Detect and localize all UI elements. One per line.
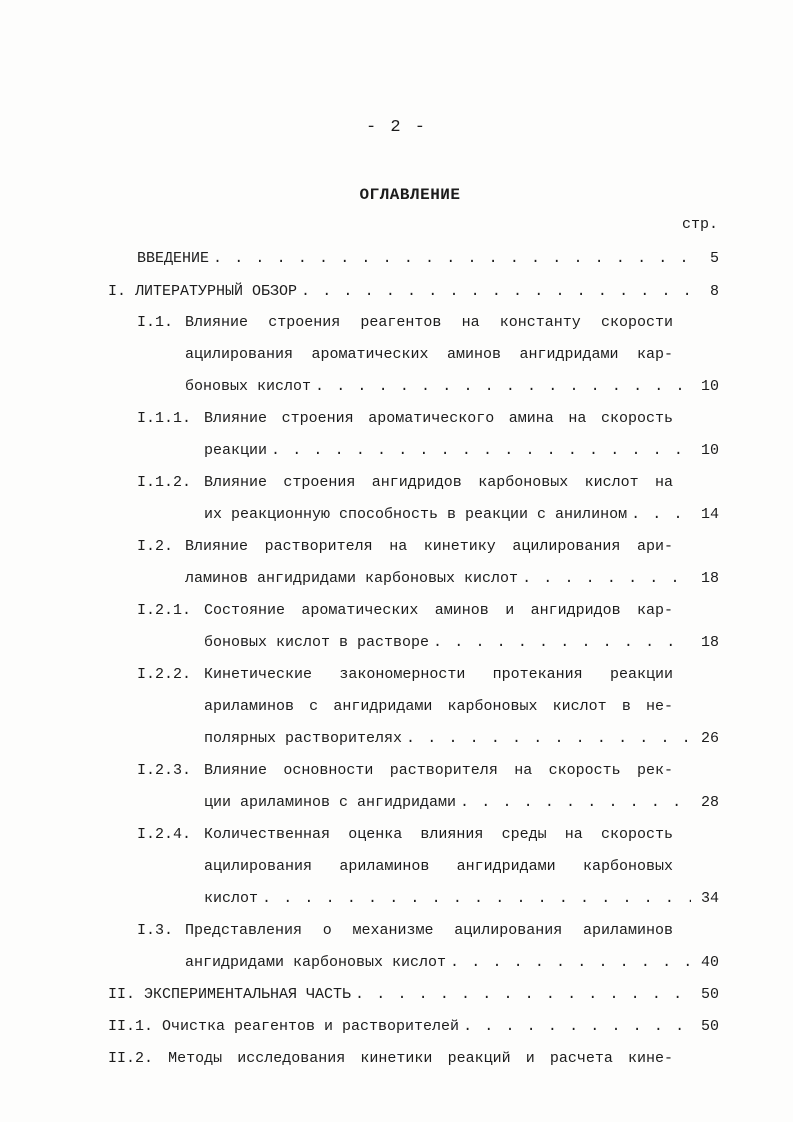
toc-entry-line: Состояние ароматических аминов и ангидридов кар-: [204, 602, 673, 619]
toc-entry-section-1-3: [185, 949, 719, 977]
toc-entry-section-2-1: [108, 1013, 719, 1041]
toc-leader-dots: [433, 629, 691, 657]
toc-leader-dots: [355, 981, 691, 1009]
toc-leader-dots: [315, 373, 691, 401]
toc-entry-number: I.2.3.: [137, 762, 192, 779]
toc-entry-page: 34: [700, 890, 719, 907]
toc-entry-section-1-1: [185, 373, 719, 401]
toc-leader-dots: [460, 789, 691, 817]
toc-entry-line: Представления о механизме ацилирования ариламинов: [185, 922, 673, 939]
toc-entry-page: 8: [709, 283, 719, 300]
toc-entry-page: 26: [700, 730, 719, 747]
toc-entry-line: Влияние строения ароматического амина на скорость: [204, 410, 673, 427]
toc-leader-dots: [301, 278, 691, 306]
toc-entry-section-1-2: [185, 565, 719, 593]
toc-entry-section-1-2-1: [204, 629, 719, 657]
toc-entry-number: I.1.: [137, 314, 174, 331]
toc-entry-chapter-1: [108, 278, 719, 306]
toc-leader-dots: [213, 245, 691, 273]
toc-entry-line: Влияние строения реагентов на константу скорости: [185, 314, 673, 331]
toc-entry-number: I.1.1.: [137, 410, 192, 427]
toc-entry-page: 50: [700, 1018, 719, 1035]
toc-leader-dots: [450, 949, 691, 977]
toc-entry-line: Количественная оценка влияния среды на скорость: [204, 826, 673, 843]
toc-entry-title: ламинов ангидридами карбоновых кислот: [185, 570, 519, 587]
toc-entry-number: I.2.2.: [137, 666, 192, 683]
toc-entry-line: ариламинов с ангидридами карбоновых кислот в не-: [204, 698, 673, 715]
toc-entry-number: I.2.: [137, 538, 174, 555]
toc-entry-line: Влияние основности растворителя на скорость рек-: [204, 762, 673, 779]
toc-entry-number: I.3.: [137, 922, 174, 939]
toc-entry-title: ции ариламинов с ангидридами: [204, 794, 457, 811]
toc-entry-title: II.1. Очистка реагентов и растворителей: [108, 1018, 460, 1035]
toc-entry-chapter-2: [108, 981, 719, 1009]
toc-entry-introduction: [137, 245, 719, 273]
toc-entry-title: боновых кислот в растворе: [204, 634, 430, 651]
toc-entry-section-1-1-2: [204, 501, 719, 529]
toc-entry-line: Влияние строения ангидридов карбоновых кислот на: [204, 474, 673, 491]
toc-leader-dots: [406, 725, 691, 753]
toc-entry-page: 5: [709, 250, 719, 267]
toc-entry-line: ацилирования ароматических аминов ангидридами кар-: [185, 346, 673, 363]
toc-entry-section-1-2-2: [204, 725, 719, 753]
toc-entry-page: 50: [700, 986, 719, 1003]
toc-entry-number: I.1.2.: [137, 474, 192, 491]
toc-leader-dots: [463, 1013, 691, 1041]
toc-entry-page: 18: [700, 570, 719, 587]
toc-entry-section-1-2-4: [204, 885, 719, 913]
toc-entry-title: ангидридами карбоновых кислот: [185, 954, 447, 971]
page-column-label: стр.: [682, 216, 719, 233]
toc-entry-title: I. ЛИТЕРАТУРНЫЙ ОБЗОР: [108, 283, 298, 300]
toc-leader-dots: [271, 437, 691, 465]
toc-entry-page: 18: [700, 634, 719, 651]
toc-entry-title: реакции: [204, 442, 268, 459]
toc-entry-title: ВВЕДЕНИЕ: [137, 250, 210, 267]
toc-entry-title: кислот: [204, 890, 259, 907]
toc-entry-section-1-1-1: [204, 437, 719, 465]
page-title: ОГЛАВЛЕНИЕ: [359, 186, 461, 204]
toc-leader-dots: [522, 565, 691, 593]
toc-entry-page: 40: [700, 954, 719, 971]
toc-entry-page: 28: [700, 794, 719, 811]
toc-entry-number: I.2.4.: [137, 826, 192, 843]
toc-entry-title: их реакционную способность в реакции с анилином: [204, 506, 628, 523]
toc-entry-page: 14: [700, 506, 719, 523]
toc-entry-title: боновых кислот: [185, 378, 312, 395]
toc-entry-section-2-2: II.2. Методы исследования кинетики реакций и расчета кине-: [108, 1050, 673, 1067]
toc-entry-title: полярных растворителях: [204, 730, 403, 747]
page-number: - 2 -: [365, 118, 427, 137]
toc-entry-number: I.2.1.: [137, 602, 192, 619]
toc-entry-line: Кинетические закономерности протекания реакции: [204, 666, 673, 683]
toc-entry-page: 10: [700, 442, 719, 459]
toc-leader-dots: [631, 501, 691, 529]
toc-entry-line: ацилирования ариламинов ангидридами карбоновых: [204, 858, 673, 875]
toc-entry-title: II. ЭКСПЕРИМЕНТАЛЬНАЯ ЧАСТЬ: [108, 986, 352, 1003]
toc-entry-page: 10: [700, 378, 719, 395]
toc-entry-section-1-2-3: [204, 789, 719, 817]
toc-entry-line: Влияние растворителя на кинетику ацилирования ари-: [185, 538, 673, 555]
toc-leader-dots: [262, 885, 691, 913]
